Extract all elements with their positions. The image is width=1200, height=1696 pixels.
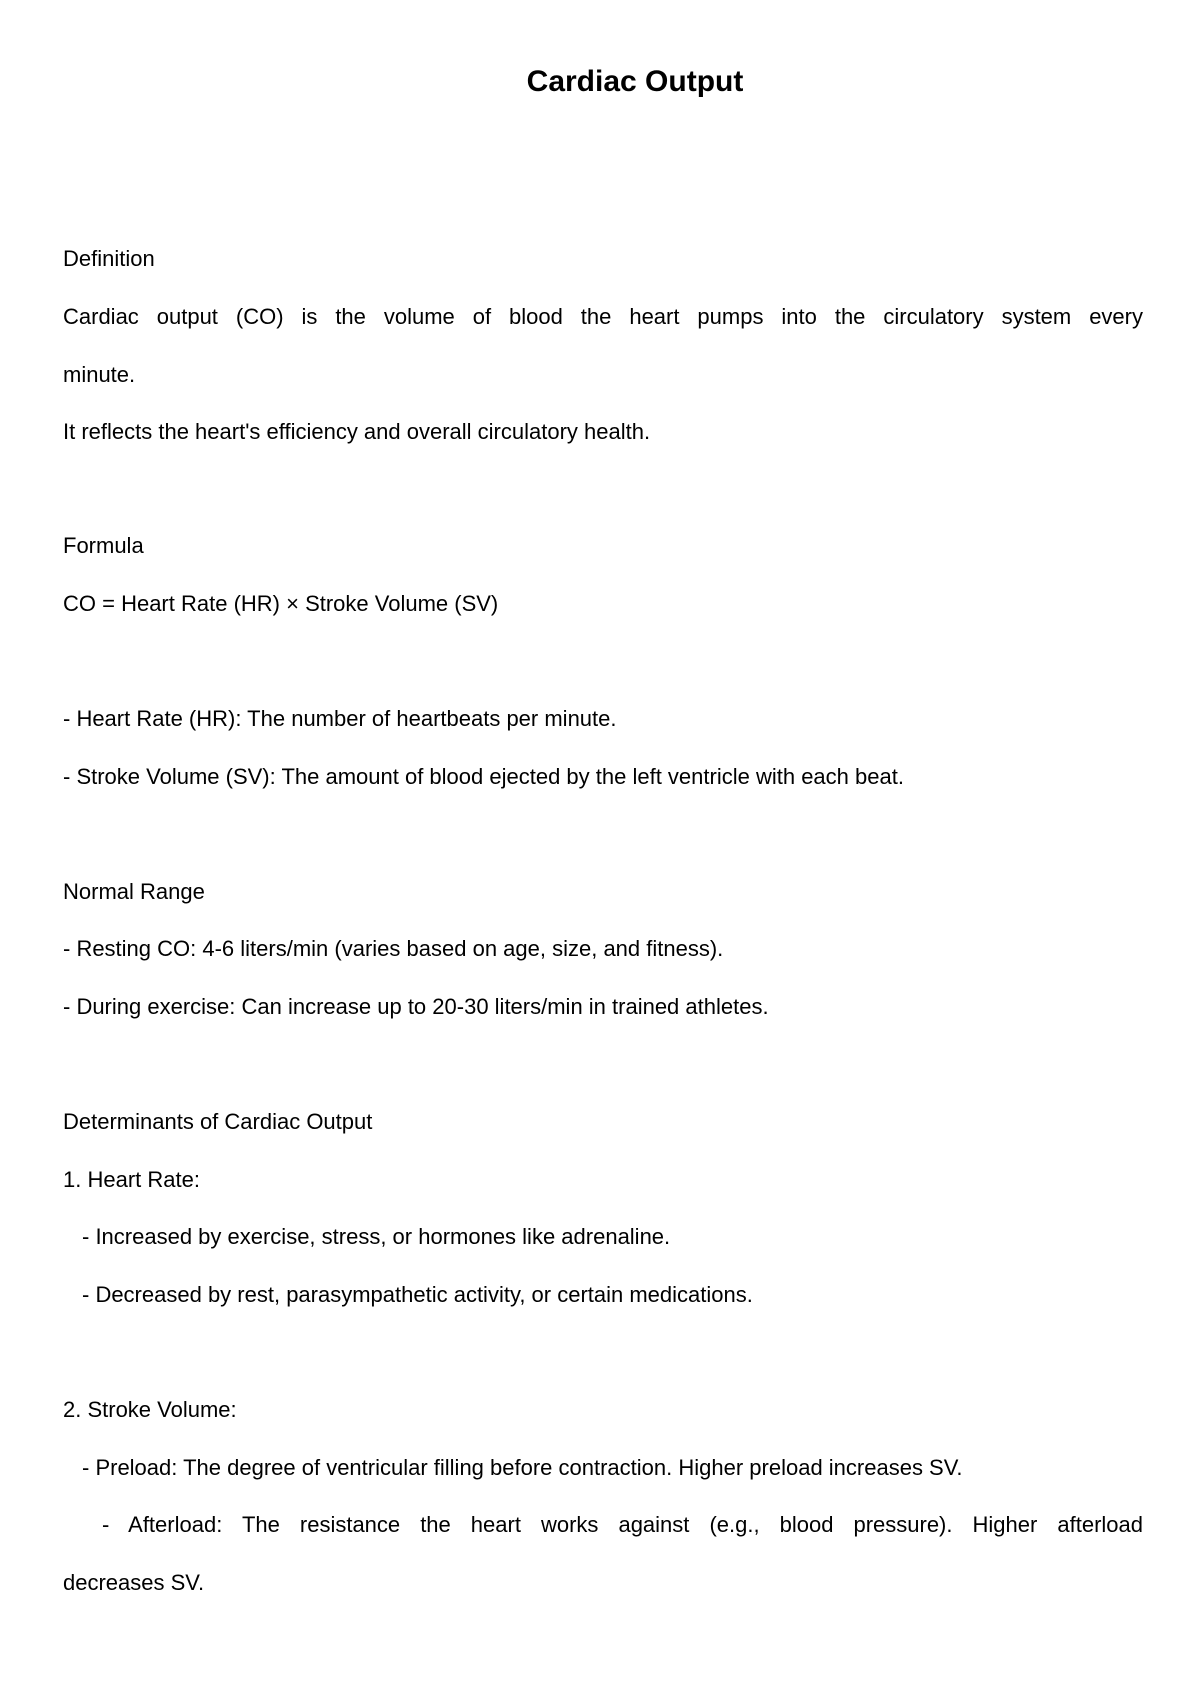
heart-rate-label: 1. Heart Rate: [63,1167,200,1192]
formula-equation: CO = Heart Rate (HR) × Stroke Volume (SV) [63,591,499,616]
stroke-volume-label: 2. Stroke Volume: [63,1397,237,1422]
stroke-volume-preload-item: - Preload: The degree of ventricular filling before contraction. Higher preload increases SV. [82,1455,963,1480]
heart-rate-decreased-item: - Decreased by rest, parasympathetic activity, or certain medications. [82,1282,753,1307]
formula-heart-rate-item: - Heart Rate (HR): The number of heartbeats per minute. [63,706,617,731]
stroke-volume-afterload-item: - Afterload: The resistance the heart works against (e.g., blood pressure). Higher afterload [102,1512,1143,1537]
page-title: Cardiac Output [526,65,744,98]
heart-rate-increased-item: - Increased by exercise, stress, or hormones like adrenaline. [82,1224,671,1249]
definition-text-line-3: It reflects the heart's efficiency and overall circulatory health. [63,419,651,444]
normal-range-heading: Normal Range [63,879,205,904]
definition-text-line-2: minute. [63,362,136,387]
formula-stroke-volume-item: - Stroke Volume (SV): The amount of blood ejected by the left ventricle with each beat. [63,764,904,789]
stroke-volume-afterload-continuation: decreases SV. [63,1570,205,1595]
formula-heading: Formula [63,533,144,558]
definition-text-line-1: Cardiac output (CO) is the volume of blood the heart pumps into the circulatory system every [63,304,1143,329]
normal-range-resting-item: - Resting CO: 4-6 liters/min (varies based on age, size, and fitness). [63,936,724,961]
definition-heading: Definition [63,246,155,271]
normal-range-exercise-item: - During exercise: Can increase up to 20-30 liters/min in trained athletes. [63,994,769,1019]
determinants-heading: Determinants of Cardiac Output [63,1109,373,1134]
